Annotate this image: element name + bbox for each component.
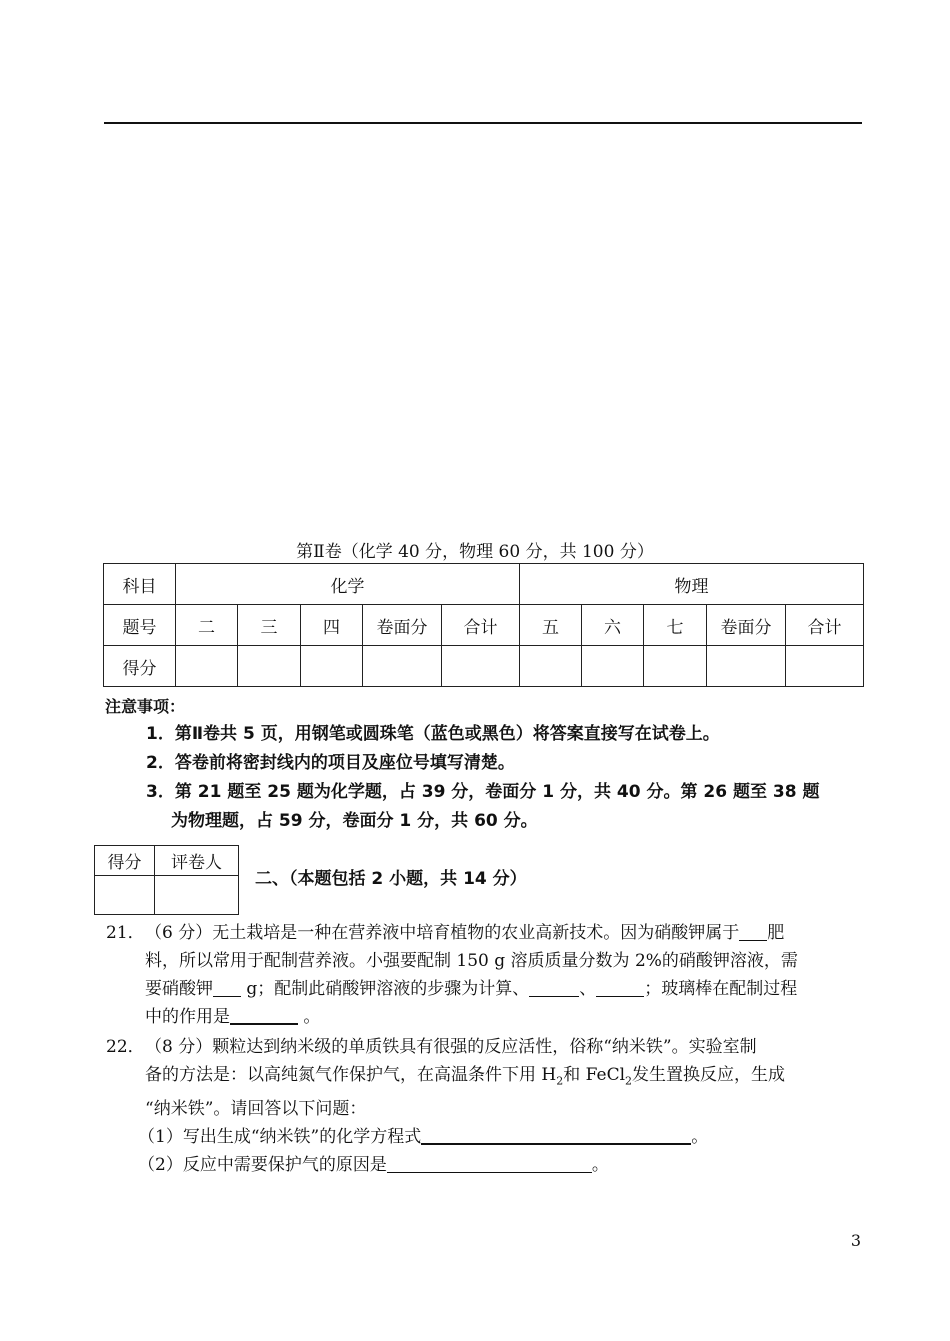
subject-chemistry: 化学 [176,564,520,605]
grader-score-label: 得分 [95,846,155,876]
q22-blank-equation[interactable] [421,1125,691,1145]
q21-text: 。 [298,1007,321,1027]
question-cell: 六 [582,605,644,646]
q21-blank-rod-role[interactable] [230,1005,298,1025]
q21-text: g；配制此硝酸钾溶液的步骤为计算、 [241,979,530,999]
q22-text: 备的方法是：以高纯氮气作保护气，在高温条件下用 H [145,1065,557,1085]
score-input-cell[interactable] [520,646,582,687]
question-22 [106,1033,866,1179]
q21-text: 、 [579,979,597,999]
question-cell: 卷面分 [707,605,786,646]
label-score: 得分 [104,646,176,687]
q21-blank-mass[interactable] [213,978,241,997]
q22-text: 和 FeCl [563,1065,626,1085]
score-input-cell[interactable] [442,646,520,687]
q22-blank-reason[interactable] [387,1154,592,1173]
q22-text: （8 分）颗粒达到纳米级的单质铁具有很强的反应活性，俗称“纳米铁”。实验室制 [145,1037,757,1057]
q22-subscript: 2 [625,1074,633,1088]
notice-title: 注意事项： [105,697,186,716]
q21-text: 料，所以常用于配制营养液。小强要配制 150 g 溶质质量分数为 2%的硝酸钾溶液，需 [145,951,798,971]
q22-text: 发生置换反应，生成 [632,1065,786,1085]
grader-box [94,845,239,915]
q21-text: 中的作用是 [145,1007,230,1027]
question-22-number: 22． [106,1037,145,1057]
q22-part2: （2）反应中需要保护气的原因是 [138,1155,387,1176]
grader-score-input[interactable] [95,876,155,915]
notice-item-3 [146,778,866,836]
q21-text: 要硝酸钾 [145,979,213,999]
score-table [103,563,864,687]
page-number: 3 [850,1231,861,1250]
question-21 [106,919,866,1031]
q21-text: ；玻璃棒在配制过程 [644,979,798,999]
question-cell: 合计 [442,605,520,646]
part2-title: 二、（本题包括 2 小题，共 14 分） [255,869,527,889]
label-subject: 科目 [104,564,176,605]
q22-text: 。 [691,1127,709,1148]
q22-subscript: 2 [556,1074,564,1088]
score-row-subject [104,564,864,605]
q21-blank-step2[interactable] [529,978,579,997]
score-input-cell[interactable] [301,646,363,687]
section-title: 第Ⅱ卷（化学 40 分，物理 60 分，共 100 分） [296,542,654,562]
question-cell: 三 [238,605,301,646]
notice-item-1: 1．第Ⅱ卷共 5 页，用钢笔或圆珠笔（蓝色或黑色）将答案直接写在试卷上。 [146,724,720,744]
score-row-question [104,605,864,646]
question-cell: 二 [176,605,238,646]
question-21-number: 21． [106,923,145,943]
grader-name-input[interactable] [155,876,239,915]
question-cell: 五 [520,605,582,646]
score-input-cell[interactable] [238,646,301,687]
score-input-cell[interactable] [707,646,786,687]
q21-blank-step3[interactable] [596,978,644,997]
q21-text: （6 分）无土栽培是一种在营养液中培育植物的农业高新技术。因为硝酸钾属于 [145,923,740,943]
q21-text: 肥 [767,923,785,943]
notice-item-3-line2: 为物理题，占 59 分，卷面分 1 分，共 60 分。 [171,811,538,831]
q21-blank-fertilizer[interactable] [739,922,767,941]
q22-text: “纳米铁”。请回答以下问题： [145,1099,367,1120]
question-cell: 合计 [786,605,864,646]
q22-part1: （1）写出生成“纳米铁”的化学方程式 [138,1127,422,1148]
score-input-cell[interactable] [363,646,442,687]
label-question-no: 题号 [104,605,176,646]
subject-physics: 物理 [520,564,864,605]
score-input-cell[interactable] [582,646,644,687]
score-row-score [104,646,864,687]
question-cell: 卷面分 [363,605,442,646]
score-input-cell[interactable] [176,646,238,687]
score-input-cell[interactable] [786,646,864,687]
header-rule [104,122,862,124]
q22-text: 。 [591,1155,609,1176]
notice-item-3-line1: 3．第 21 题至 25 题为化学题，占 39 分，卷面分 1 分，共 40 分。第 26 题至 38 题 [146,782,820,802]
question-cell: 七 [644,605,707,646]
grader-name-label: 评卷人 [155,846,239,876]
score-input-cell[interactable] [644,646,707,687]
notice-item-2: 2．答卷前将密封线内的项目及座位号填写清楚。 [146,753,515,773]
question-cell: 四 [301,605,363,646]
